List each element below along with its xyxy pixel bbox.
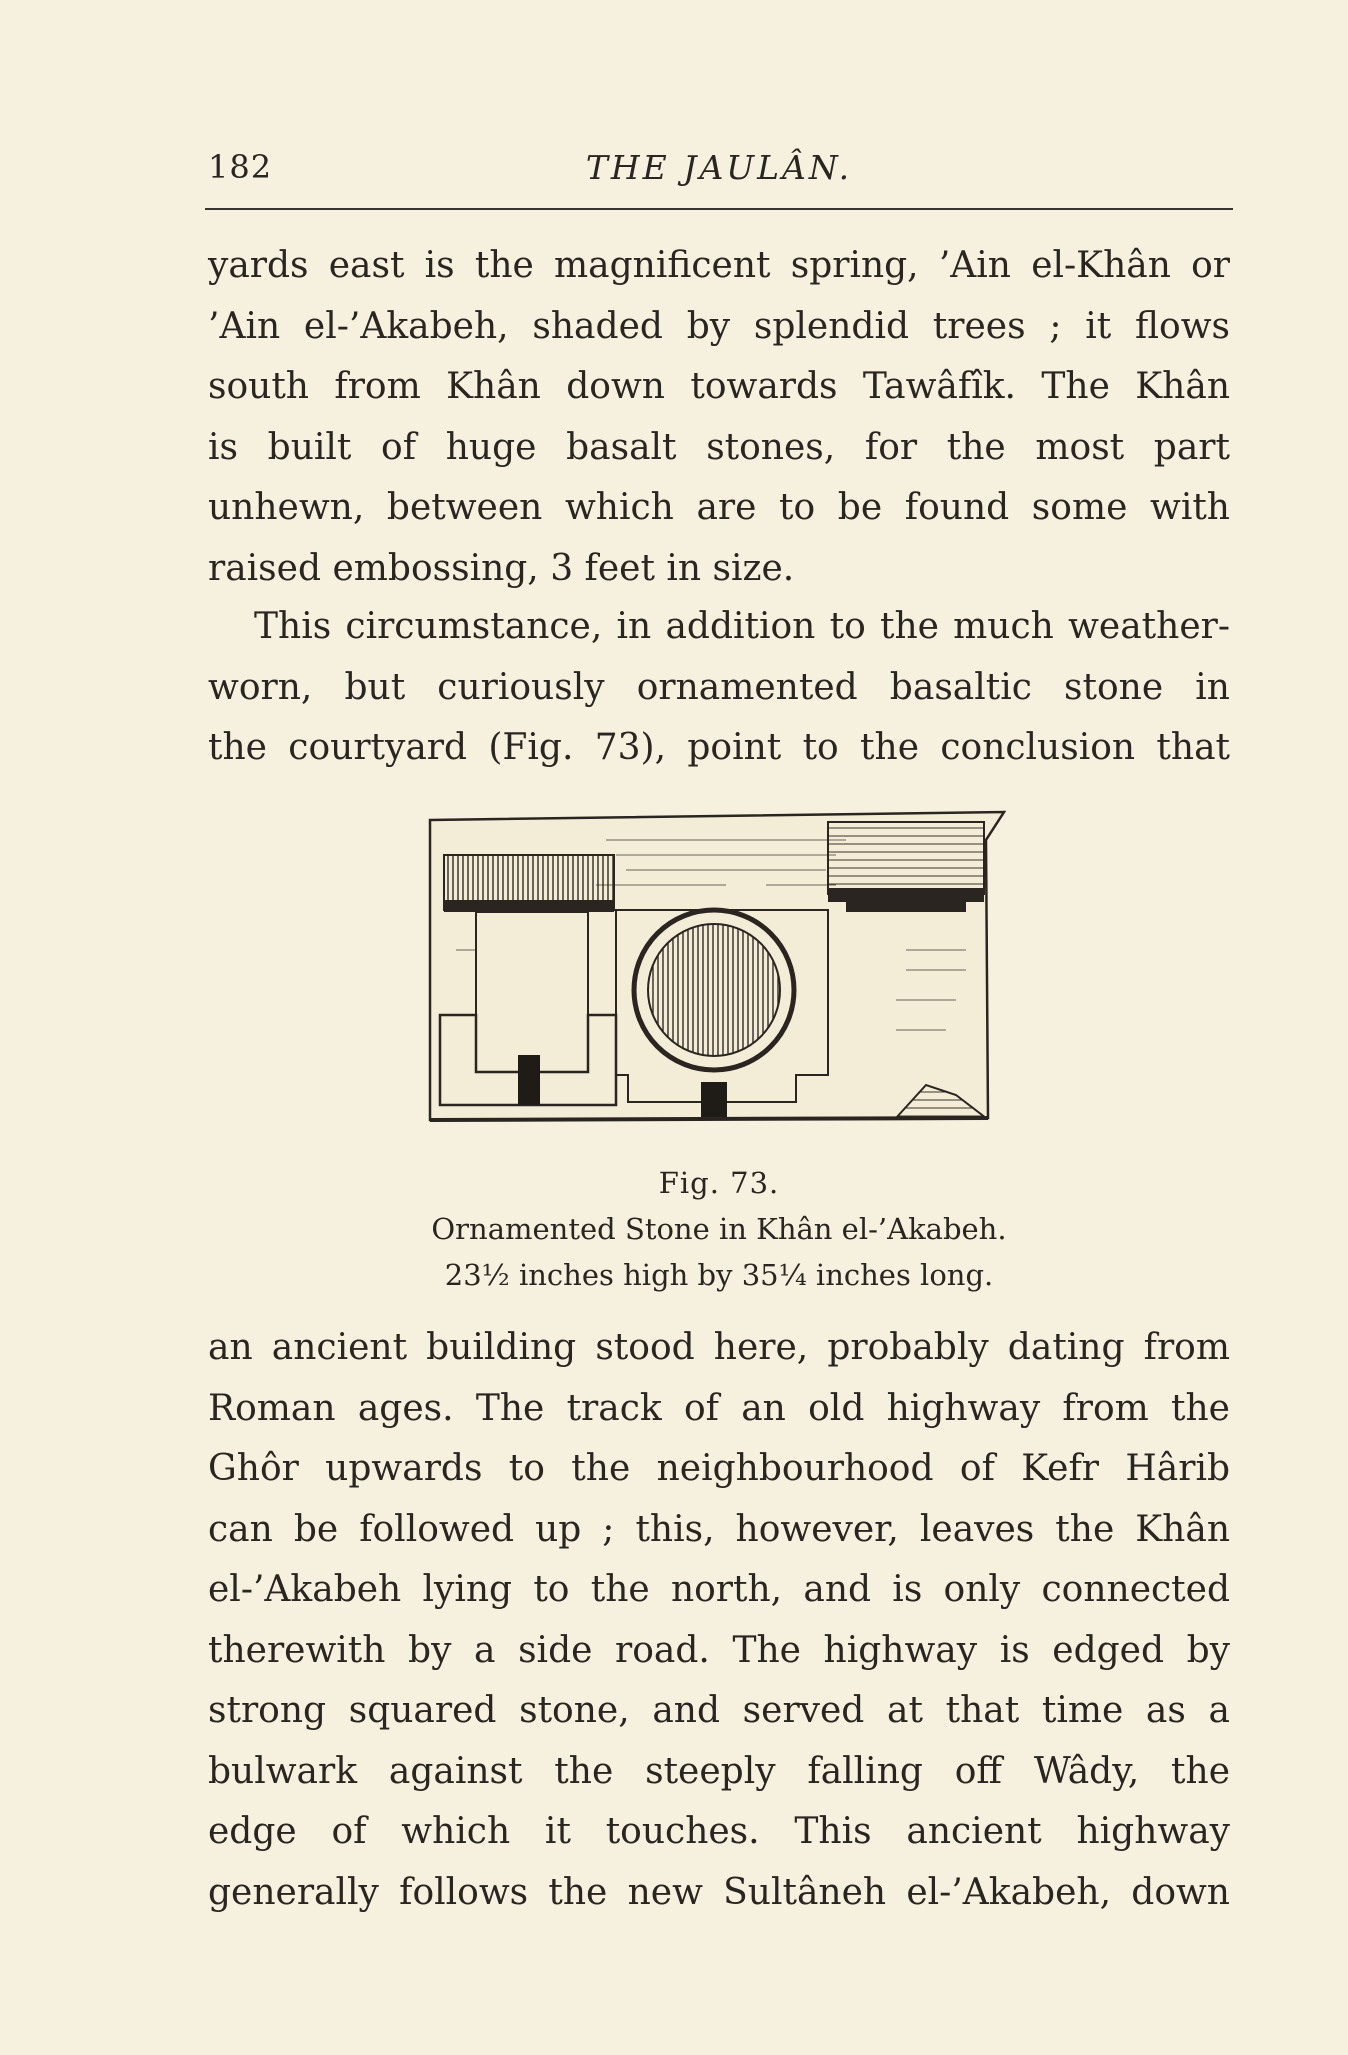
text-line: south from Khân down towards Tawâfîk. The Khân — [208, 366, 1230, 407]
figure-label: Fig. 73. — [658, 1166, 780, 1200]
text-line: worn, but curiously ornamented basaltic stone in — [208, 666, 1230, 708]
text-line: ’Ain el-’Akabeh, shaded by splendid trees ; it flows — [208, 305, 1230, 347]
page-number: 182 — [208, 148, 273, 186]
text-line: bulwark against the steeply falling off Wâdy, the — [208, 1750, 1230, 1792]
figure-title: Ornamented Stone in Khân el-’Akabeh. — [431, 1212, 1007, 1246]
paragraph-3 — [208, 1318, 1230, 1923]
text-line: the courtyard (Fig. 73), point to the conclusion that — [208, 727, 1230, 768]
paragraph-2 — [208, 597, 1230, 779]
text-line: an ancient building stood here, probably dating from — [208, 1327, 1230, 1368]
text-line: edge of which it touches. This ancient highway — [208, 1811, 1230, 1852]
page-header — [208, 148, 1230, 196]
text-line: Ghôr upwards to the neighbourhood of Kefr Hârib — [208, 1448, 1230, 1489]
text-line: Roman ages. The track of an old highway from the — [208, 1387, 1230, 1429]
text-line: unhewn, between which are to be found some with — [208, 487, 1230, 528]
figure-dimensions: 23½ inches high by 35¼ inches long. — [444, 1258, 994, 1292]
text-line: This circumstance, in addition to the much weather- — [254, 606, 1230, 647]
text-line: raised embossing, 3 feet in size. — [208, 547, 795, 589]
text-line: el-’Akabeh lying to the north, and is only connected — [208, 1569, 1230, 1610]
header-rule — [205, 208, 1233, 210]
text-line: can be followed up ; this, however, leaves the Khân — [208, 1508, 1230, 1550]
running-title: THE JAULÂN. — [585, 148, 853, 187]
text-line: is built of huge basalt stones, for the most part — [208, 426, 1230, 468]
figure-ornamented-stone — [426, 800, 1006, 1125]
text-line: therewith by a side road. The highway is edged by — [208, 1629, 1230, 1671]
text-line: generally follows the new Sultâneh el-’Akabeh, down — [208, 1871, 1230, 1913]
text-line: strong squared stone, and served at that time as a — [208, 1690, 1230, 1731]
paragraph-1 — [208, 236, 1230, 599]
text-line: yards east is the magnificent spring, ’Ain el-Khân or — [208, 245, 1230, 286]
